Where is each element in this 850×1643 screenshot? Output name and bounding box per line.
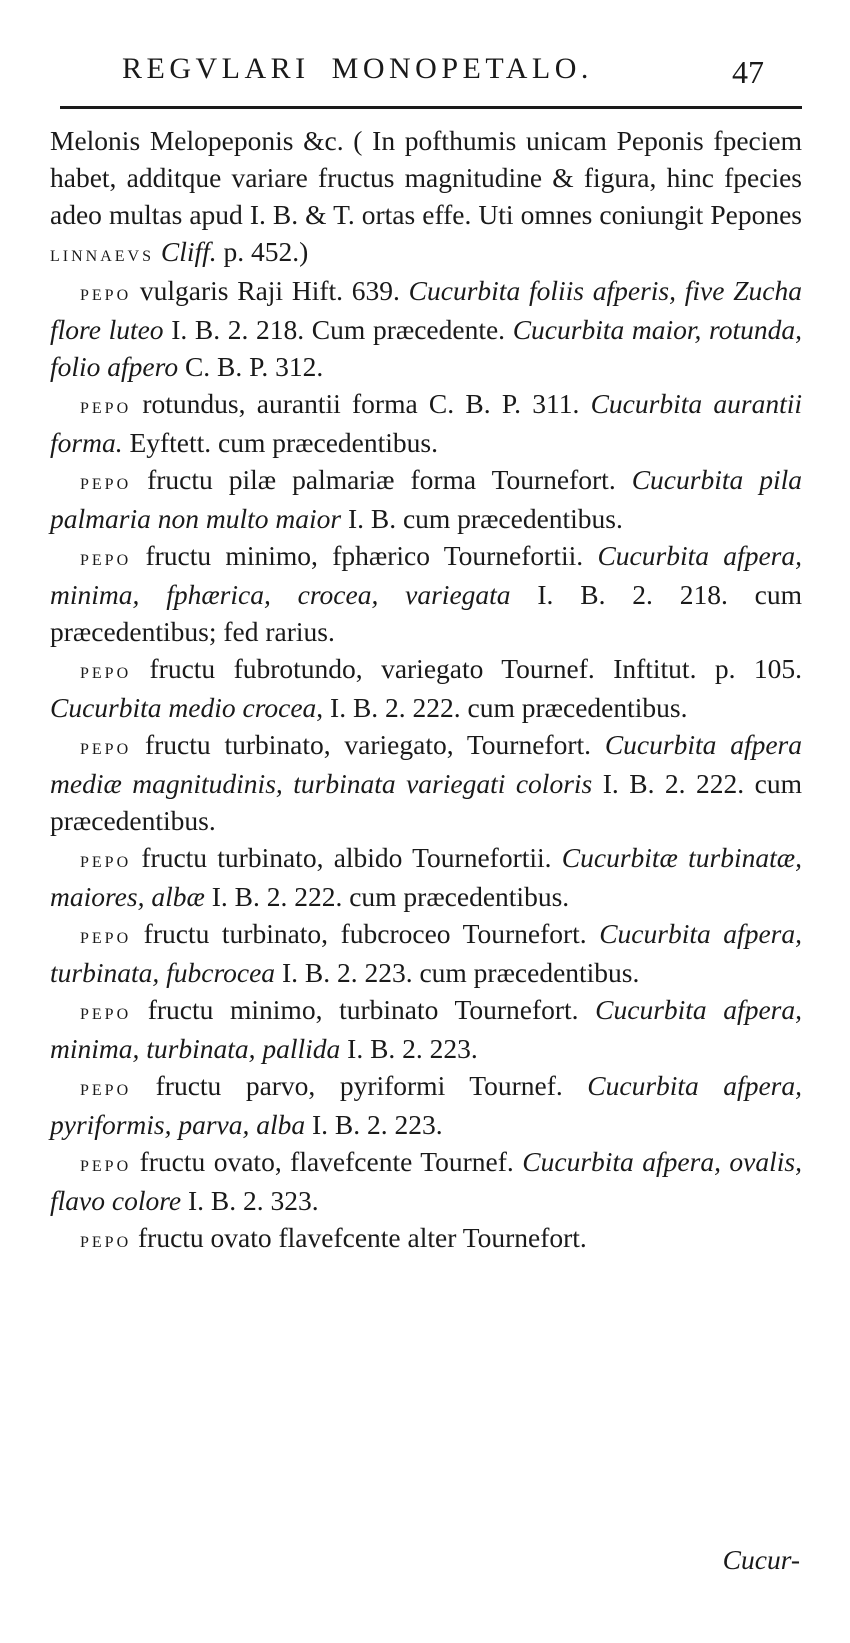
entry-headword: pepo (80, 1227, 132, 1252)
page-number: 47 (732, 54, 764, 90)
entry: pepo fructu turbinato, variegato, Tournefort. Cucurbita afpera mediæ magnitudinis, turbinata variegati coloris I. B. 2. 222. cum præcedentibus. (50, 729, 802, 836)
entry: pepo fructu minimo, turbinato Tournefort. Cucurbita afpera, minima, turbinata, pallida I. B. 2. 223. (50, 994, 802, 1064)
entry-headword: pepo (80, 545, 132, 570)
entry: pepo fructu minimo, fphærico Tournefortii. Cucurbita afpera, minima, fphærica, crocea, variegata I. B. 2. 218. cum præcedentibus; fed rarius. (50, 540, 802, 647)
entry: pepo fructu turbinato, fubcroceo Tournefort. Cucurbita afpera, turbinata, fubcrocea I. B. 2. 223. cum præcedentibus. (50, 918, 802, 988)
entry: pepo fructu turbinato, albido Tournefortii. Cucurbitæ turbinatæ, maiores, albæ I. B. 2. 222. cum præcedentibus. (50, 842, 802, 912)
entry-headword: pepo (80, 1151, 132, 1176)
intro-text-1: Melonis Melopeponis &c. ( In pofthumis unicam Peponis fpeciem habet, additque variare fructus magnitudine & figura, hinc fpecies adeo multas apud I. B. & T. ortas effe. Uti omnes coniungit Pepones (50, 125, 802, 230)
cliff-reference: Cliff. (160, 236, 217, 267)
entry-headword: pepo (80, 923, 132, 948)
entry: pepo vulgaris Raji Hift. 639. Cucurbita foliis afperis, five Zucha flore luteo I. B. 2. 218. Cum præcedente. Cucurbita maior, rotunda, folio afpero C. B. P. 312. (50, 275, 802, 382)
entry: pepo rotundus, aurantii forma C. B. P. 311. Cucurbita aurantii forma. Eyftett. cum præcedentibus. (50, 388, 803, 458)
entry: pepo fructu ovato flavefcente alter Tournefort. (80, 1222, 587, 1253)
entry-headword: pepo (80, 734, 132, 759)
page-body (50, 122, 802, 1258)
entry-headword: pepo (80, 999, 132, 1024)
entry: pepo fructu fubrotundo, variegato Tournef. Inftitut. p. 105. Cucurbita medio crocea, I. B. 2. 222. cum præcedentibus. (50, 653, 802, 723)
entry-headword: pepo (80, 469, 132, 494)
entry: pepo fructu ovato, flavefcente Tournef. Cucurbita afpera, ovalis, flavo colore I. B. 2. 323. (50, 1146, 802, 1216)
entry-headword: pepo (80, 280, 132, 305)
entry: pepo fructu parvo, pyriformi Tournef. Cucurbita afpera, pyriformis, parva, alba I. B. 2. 223. (50, 1070, 802, 1140)
intro-text-3: p. 452.) (216, 236, 309, 267)
entry-headword: pepo (80, 658, 132, 683)
entry: pepo fructu pilæ palmariæ forma Tournefort. Cucurbita pila palmaria non multo maior I. B. cum præcedentibus. (50, 464, 803, 534)
entry-headword: pepo (80, 393, 132, 418)
catchword: Cucur- (722, 1544, 800, 1575)
author-name: linnaevs (50, 241, 154, 266)
intro-paragraph (50, 122, 802, 272)
entry-headword: pepo (80, 1075, 132, 1100)
entry-headword: pepo (80, 847, 132, 872)
running-head: REGVLARI MONOPETALO. (122, 52, 593, 85)
header-rule (60, 106, 802, 109)
